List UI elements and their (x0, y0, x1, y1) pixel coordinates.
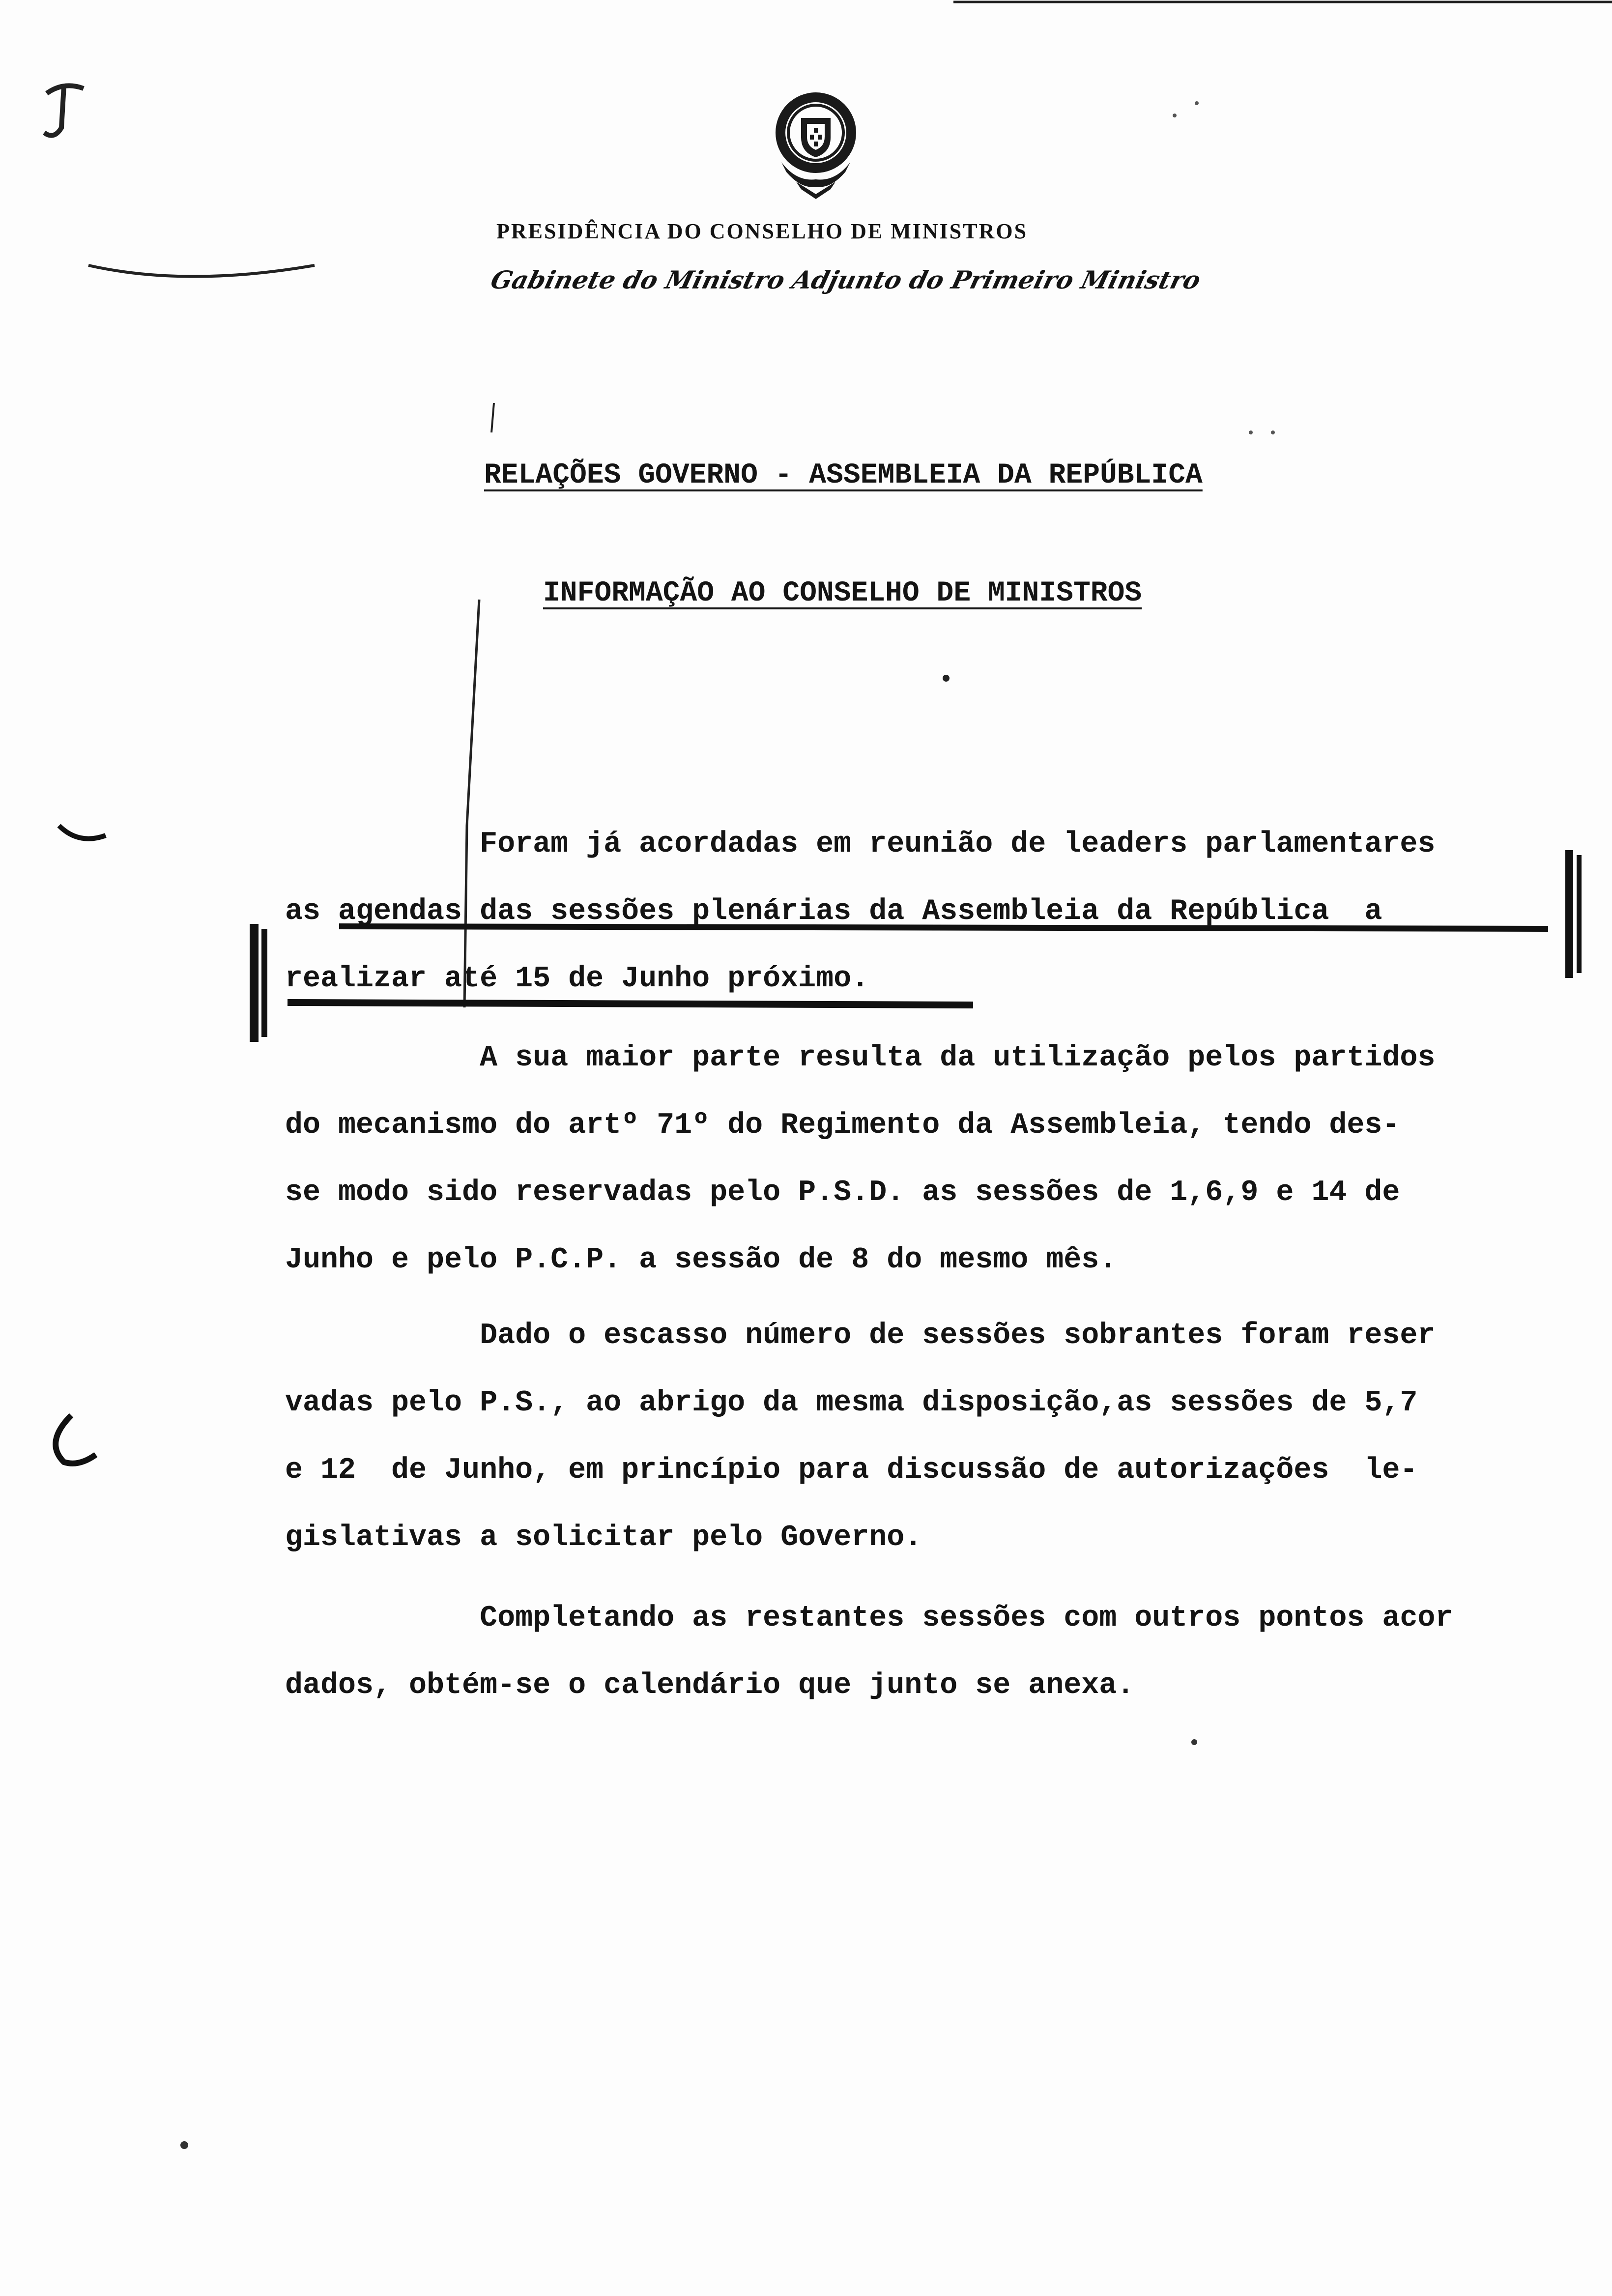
paragraph-3: Dado o escasso número de sessões sobrantes foram reser vadas pelo P.S., ao abrigo da mesma disposição,as sessões de 5,7 e 12 de Junho, em princípio para discussão de autorizações le- gislativas a solicitar pelo Governo. (285, 1319, 1436, 1554)
paragraph-1: Foram já acordadas em reunião de leaders parlamentares as agendas das sessões plenárias da Assembleia da República a realizar até 15 de Junho próximo. (285, 828, 1436, 996)
document-subtitle: INFORMAÇÃO AO CONSELHO DE MINISTROS (543, 577, 1142, 609)
document-title: RELAÇÕES GOVERNO - ASSEMBLEIA DA REPÚBLICA (484, 459, 1203, 491)
institution-name: PRESIDÊNCIA DO CONSELHO DE MINISTROS (496, 219, 1028, 243)
paragraph-2: A sua maior parte resulta da utilização pelos partidos do mecanismo do artº 71º do Regimento da Assembleia, tendo des- se modo sido reservadas pelo P.S.D. as sessões de 1,6,9 e 14 de Junho e pelo P.C.P. a sessão de 8 do mesmo mês. (285, 1041, 1436, 1277)
paragraph-4: Completando as restantes sessões com outros pontos acor dados, obtém-se o calendário que junto se anexa. (285, 1602, 1453, 1702)
office-name: Gabinete do Ministro Adjunto do Primeiro Ministro (488, 265, 1204, 294)
